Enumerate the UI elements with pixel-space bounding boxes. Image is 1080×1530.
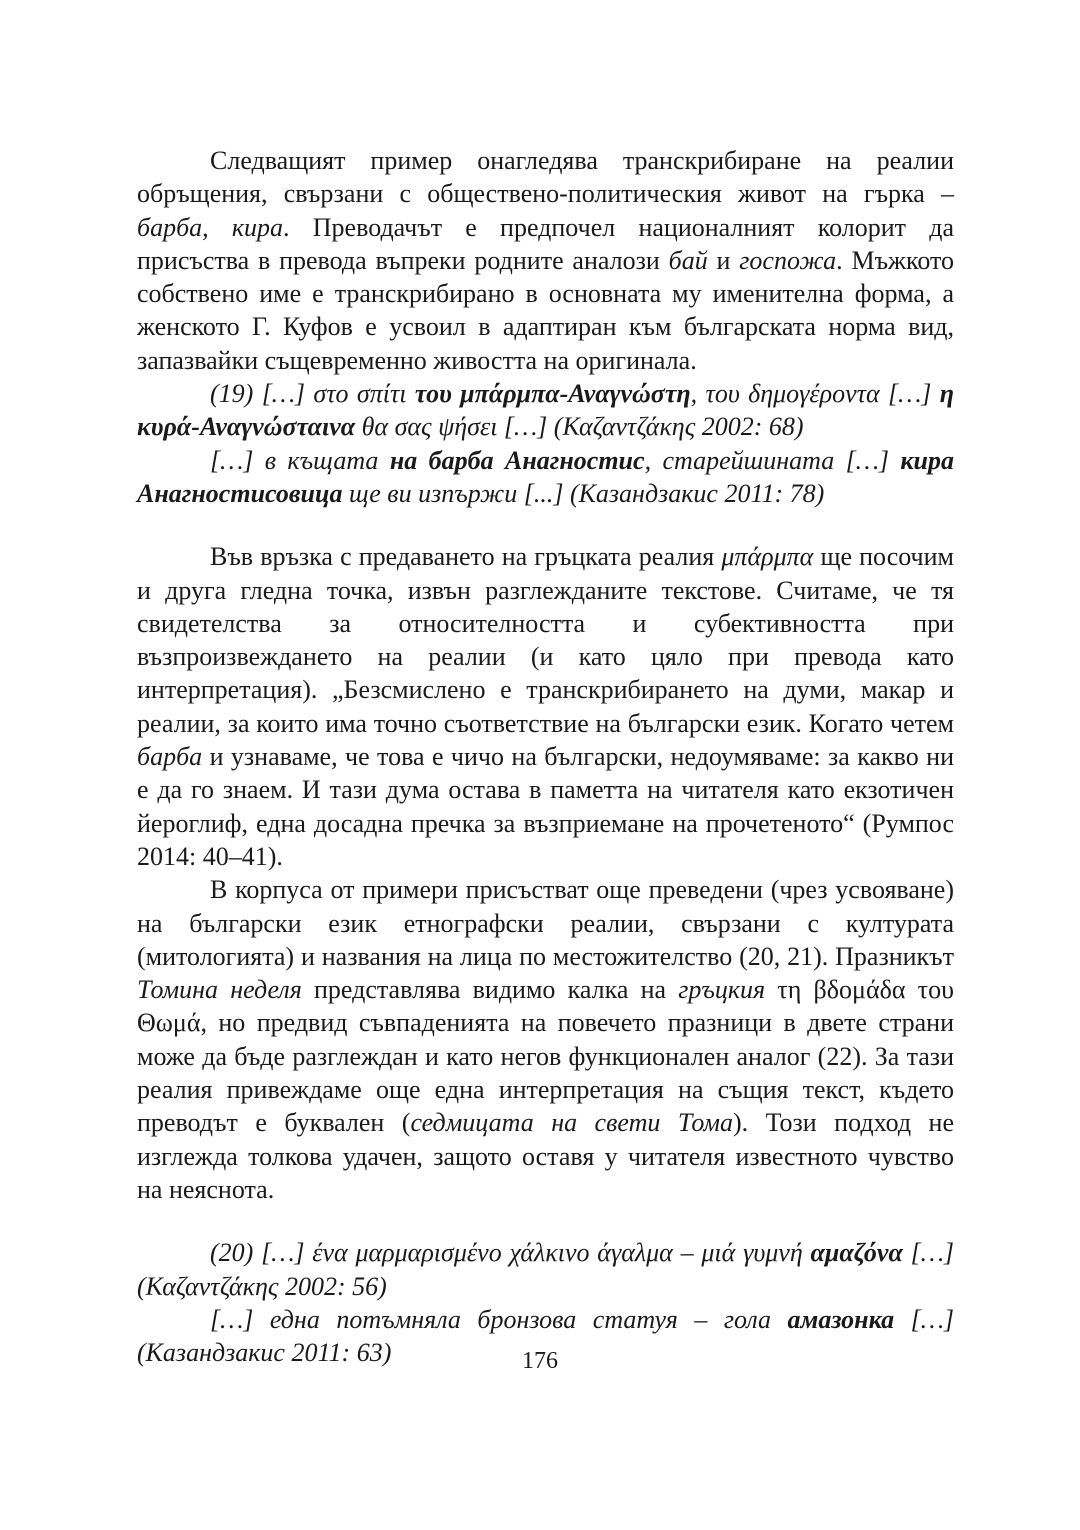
text-run: θα σας ψήσει […] (Καζαντζάκης 2002: 68) [355, 412, 804, 442]
text-run: представлява видимо калка на [301, 975, 679, 1005]
text-run: В корпуса от примери присъстват още преведени (чрез усвояване) на български език етнографски реалии, свързани с културата (митологията) и названия на лица по местожителство (20, 21). Празникът [137, 875, 954, 971]
example-20-greek [137, 1236, 954, 1303]
text-run: . Преводачът е предпочел националният колорит да присъства в превода въпреки родните аналози [137, 212, 954, 275]
text-run: ще ви изпържи [...] (Казандзакис 2011: 78) [342, 478, 825, 508]
paragraph-realia-address-forms [137, 144, 954, 377]
text-run: (19) […] στο σπίτι [210, 379, 415, 409]
text-run: τη βδομάδα του Θωμά, но предвид съвпаденията на повечето празници в двете страни може да бъде разглеждан и като негов функционален аналог (22). За тази реалия привеждаме още една интерпретация на същия текст, където преводът е буквален ( [137, 975, 954, 1138]
text-run: […] една потъмняла бронзова статуя – гола [210, 1304, 788, 1334]
italic-term: госпожа [739, 245, 837, 275]
text-run: , του δημογέροντα […] [690, 379, 940, 409]
text-run: (20) […] ένα μαρμαρισμένο χάλκινο άγαλμα – μιά γυμνή [210, 1238, 811, 1268]
bold-term: кира Анагностисовица [137, 445, 954, 508]
text-run: […] в къщата [210, 445, 390, 475]
text-run: […] (Καζαντζάκης 2002: 56) [137, 1238, 954, 1301]
bold-term: αμαζόνα [810, 1238, 903, 1268]
text-run: и [707, 245, 740, 275]
main-text-block [137, 144, 954, 1369]
text-run: ). Този подход не изглежда толкова удачен, защото оставя у читателя известното чувство на неяснота. [137, 1108, 954, 1204]
paragraph-barba-viewpoint [137, 540, 954, 873]
italic-term: Томина неделя [137, 975, 302, 1005]
paragraph-spacer [137, 510, 954, 540]
bold-term: на барба Анагностис [389, 445, 645, 475]
paragraph-spacer [137, 1206, 954, 1236]
text-run: ще посочим и друга гледна точка, извън разглежданите текстове. Считаме, че тя свидетелства за относителността и субективността при възпроизвеждането на реалии (и като цяло при превода като интерпретация). „Безсмислено е транскрибирането на думи, макар и реалии, за които има точно съответствие на български език. Когато четем [137, 542, 954, 738]
text-run: Следващият пример онагледява транскрибиране на реалии обръщения, свързани с обществено-политическия живот на гърка – [137, 146, 954, 209]
italic-term: μπάρμπα [721, 542, 814, 572]
italic-term: барба [137, 742, 203, 772]
page-number: 176 [522, 1348, 558, 1374]
text-run: и узнаваме, че това е чичо на български, недоумяваме: за какво ни е да го знаем. И тази дума остава в паметта на читателя като екзотичен йероглиф, една досадна пречка за възприемане на прочетеното“ (Румпос 2014: 40–41). [137, 742, 954, 871]
italic-term: барба, кира [137, 212, 284, 242]
bold-term: η κυρά-Αναγνώσταινα [137, 379, 955, 442]
text-run: Във връзка с предаването на гръцката реалия [210, 542, 722, 572]
italic-term: гръцкия [678, 975, 766, 1005]
bold-term: του μπάρμπα-Αναγνώστη [414, 379, 691, 409]
text-run: […] (Казандзакис 2011: 63) [137, 1304, 954, 1368]
example-19-greek [137, 377, 954, 444]
bold-term: амазонка [787, 1304, 895, 1334]
italic-term: седмицата на свети Тома [410, 1108, 733, 1138]
example-19-bulgarian [137, 444, 954, 511]
italic-term: бай [668, 245, 708, 275]
text-run: , старейшината […] [644, 445, 901, 475]
text-run: . Мъжкото собствено име е транскрибирано в основната му именителна форма, а женското Г. Куфов е усвоил в адаптиран към българската норма вид, запазвайки същевременно живостта на оригинала. [137, 245, 955, 375]
paragraph-ethnographic-realia [137, 873, 954, 1206]
